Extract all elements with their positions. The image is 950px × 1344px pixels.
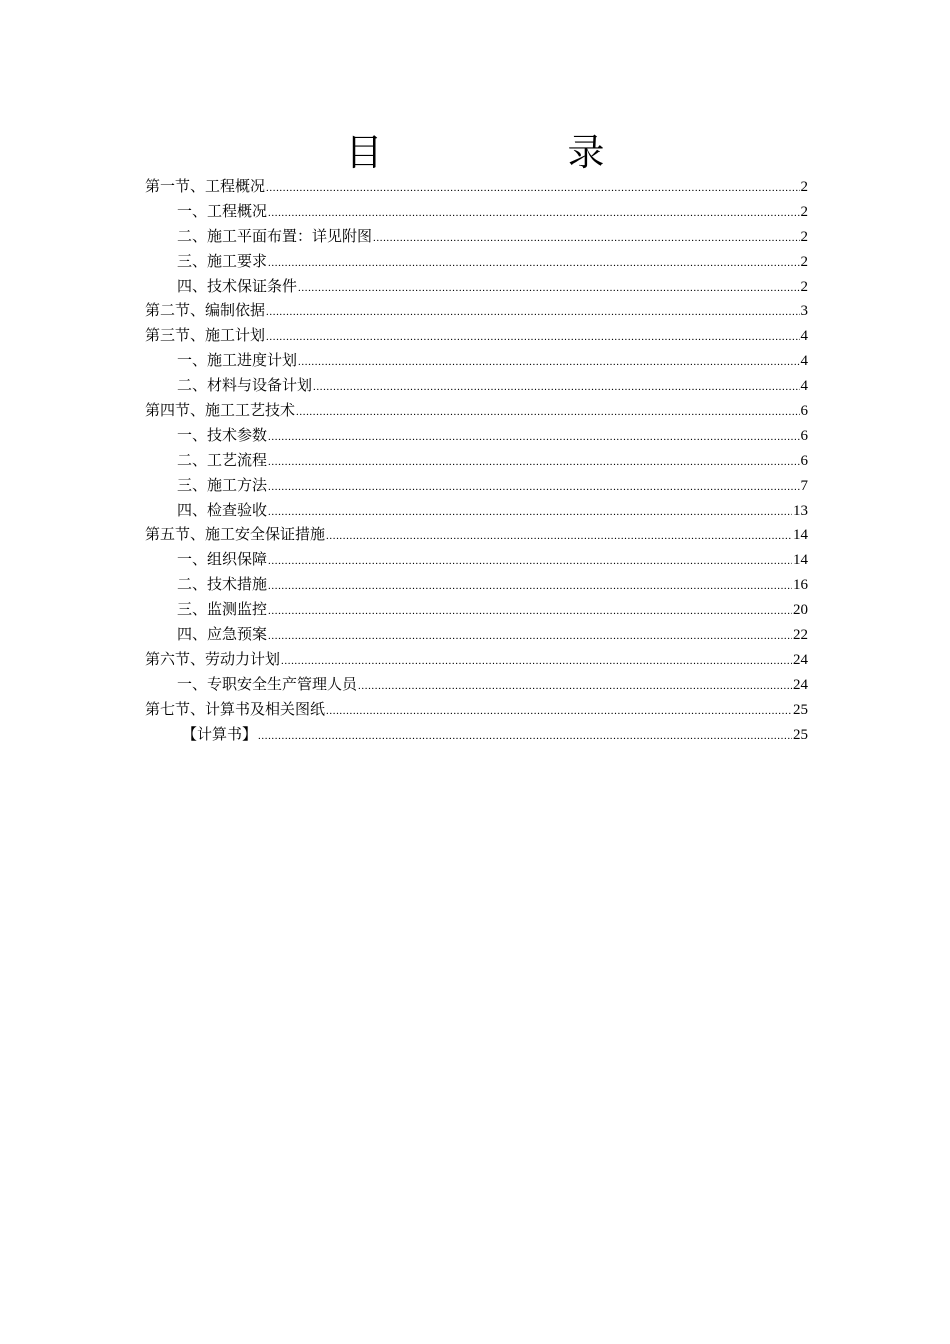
toc-leader-dots bbox=[281, 649, 792, 674]
toc-entry-page: 2 bbox=[800, 278, 808, 295]
toc-leader-dots bbox=[268, 450, 799, 475]
toc-entry-label: 【计算书】 bbox=[182, 726, 258, 743]
toc-leader-dots bbox=[266, 176, 799, 201]
toc-entry-page: 16 bbox=[793, 577, 808, 594]
toc-entry[interactable] bbox=[145, 548, 808, 573]
toc-entry[interactable] bbox=[145, 573, 808, 598]
toc-entry-label: 三、施工方法 bbox=[177, 477, 268, 494]
toc-entry-page: 2 bbox=[800, 203, 808, 220]
toc-entry[interactable] bbox=[145, 623, 808, 648]
toc-leader-dots bbox=[313, 375, 799, 400]
toc-entry-label: 第七节、计算书及相关图纸 bbox=[145, 701, 326, 718]
toc-entry-label: 四、应急预案 bbox=[177, 627, 268, 644]
toc-entry[interactable] bbox=[145, 200, 808, 225]
toc-entry-page: 3 bbox=[800, 303, 808, 320]
toc-entry[interactable] bbox=[145, 424, 808, 449]
toc-entry-page: 2 bbox=[800, 253, 808, 270]
toc-entry[interactable] bbox=[145, 499, 808, 524]
toc-entry-page: 4 bbox=[800, 378, 808, 395]
toc-entry-page: 6 bbox=[800, 403, 808, 420]
toc-entry-page: 6 bbox=[800, 452, 808, 469]
toc-title: 目 录 bbox=[345, 131, 679, 174]
toc-leader-dots bbox=[258, 724, 792, 749]
toc-entry-label: 一、施工进度计划 bbox=[177, 353, 298, 370]
toc-leader-dots bbox=[268, 624, 792, 649]
toc-entry[interactable] bbox=[145, 374, 808, 399]
toc-leader-dots bbox=[358, 674, 792, 699]
toc-entry[interactable] bbox=[145, 449, 808, 474]
toc-leader-dots bbox=[268, 425, 799, 450]
toc-entry-page: 14 bbox=[793, 552, 808, 569]
toc-entry-page: 4 bbox=[800, 328, 808, 345]
toc-entry-page: 24 bbox=[793, 676, 808, 693]
toc-entry-label: 第五节、施工安全保证措施 bbox=[145, 527, 326, 544]
toc-leader-dots bbox=[326, 524, 792, 549]
toc-leader-dots bbox=[298, 276, 799, 301]
toc-entry-label: 二、技术措施 bbox=[177, 577, 268, 594]
toc-entry-label: 二、工艺流程 bbox=[177, 452, 268, 469]
toc-entry-page: 14 bbox=[793, 527, 808, 544]
toc-entry[interactable] bbox=[145, 399, 808, 424]
toc-entry-label: 第一节、工程概况 bbox=[145, 179, 266, 195]
toc-entry[interactable] bbox=[145, 648, 808, 673]
toc-entry[interactable] bbox=[145, 349, 808, 374]
toc-leader-dots bbox=[268, 574, 792, 599]
toc-entry-label: 第二节、编制依据 bbox=[145, 303, 266, 320]
toc-leader-dots bbox=[268, 500, 792, 525]
toc-entry-page: 2 bbox=[800, 228, 808, 245]
toc-entry-page: 25 bbox=[793, 701, 808, 718]
toc-entry-page: 13 bbox=[793, 502, 808, 519]
toc-entry[interactable] bbox=[145, 225, 808, 250]
toc-entry[interactable] bbox=[145, 175, 808, 200]
toc-entry-label: 三、施工要求 bbox=[177, 253, 268, 270]
toc-leader-dots bbox=[268, 599, 792, 624]
toc-leader-dots bbox=[266, 325, 799, 350]
toc-entry-label: 一、技术参数 bbox=[177, 427, 268, 444]
toc-entry[interactable] bbox=[145, 673, 808, 698]
toc-entry[interactable] bbox=[145, 275, 808, 300]
toc-leader-dots bbox=[298, 350, 799, 375]
toc-entry-label: 三、监测监控 bbox=[177, 602, 268, 619]
toc-entry-label: 一、组织保障 bbox=[177, 552, 268, 569]
toc-entry[interactable] bbox=[145, 299, 808, 324]
toc-entry-page: 24 bbox=[793, 651, 808, 668]
toc-leader-dots bbox=[268, 549, 792, 574]
toc-entry-label: 四、检查验收 bbox=[177, 502, 268, 519]
toc-entry[interactable] bbox=[145, 698, 808, 723]
toc-entry-page: 25 bbox=[793, 726, 808, 743]
toc-entry[interactable] bbox=[145, 598, 808, 623]
toc-list bbox=[145, 175, 808, 747]
toc-entry-label: 四、技术保证条件 bbox=[177, 278, 298, 295]
toc-leader-dots bbox=[373, 226, 799, 251]
toc-entry-label: 一、专职安全生产管理人员 bbox=[177, 676, 358, 693]
toc-entry[interactable] bbox=[145, 474, 808, 499]
toc-leader-dots bbox=[268, 251, 799, 276]
toc-entry-label: 二、施工平面布置：详见附图 bbox=[177, 228, 373, 245]
toc-leader-dots bbox=[296, 400, 799, 425]
toc-leader-dots bbox=[266, 300, 799, 325]
toc-leader-dots bbox=[326, 699, 792, 724]
toc-leader-dots bbox=[268, 475, 799, 500]
toc-entry-page: 22 bbox=[793, 627, 808, 644]
toc-entry[interactable] bbox=[145, 723, 808, 748]
toc-entry-page: 6 bbox=[800, 427, 808, 444]
toc-entry-label: 二、材料与设备计划 bbox=[177, 378, 313, 395]
toc-entry-page: 2 bbox=[800, 179, 808, 195]
toc-entry[interactable] bbox=[145, 523, 808, 548]
toc-entry-label: 一、工程概况 bbox=[177, 203, 268, 220]
toc-entry-label: 第四节、施工工艺技术 bbox=[145, 403, 296, 420]
toc-entry-label: 第三节、施工计划 bbox=[145, 328, 266, 345]
toc-leader-dots bbox=[268, 201, 799, 226]
toc-entry-page: 20 bbox=[793, 602, 808, 619]
toc-entry-label: 第六节、劳动力计划 bbox=[145, 651, 281, 668]
toc-entry-page: 7 bbox=[800, 477, 808, 494]
toc-entry[interactable] bbox=[145, 324, 808, 349]
toc-entry[interactable] bbox=[145, 250, 808, 275]
toc-entry-page: 4 bbox=[800, 353, 808, 370]
